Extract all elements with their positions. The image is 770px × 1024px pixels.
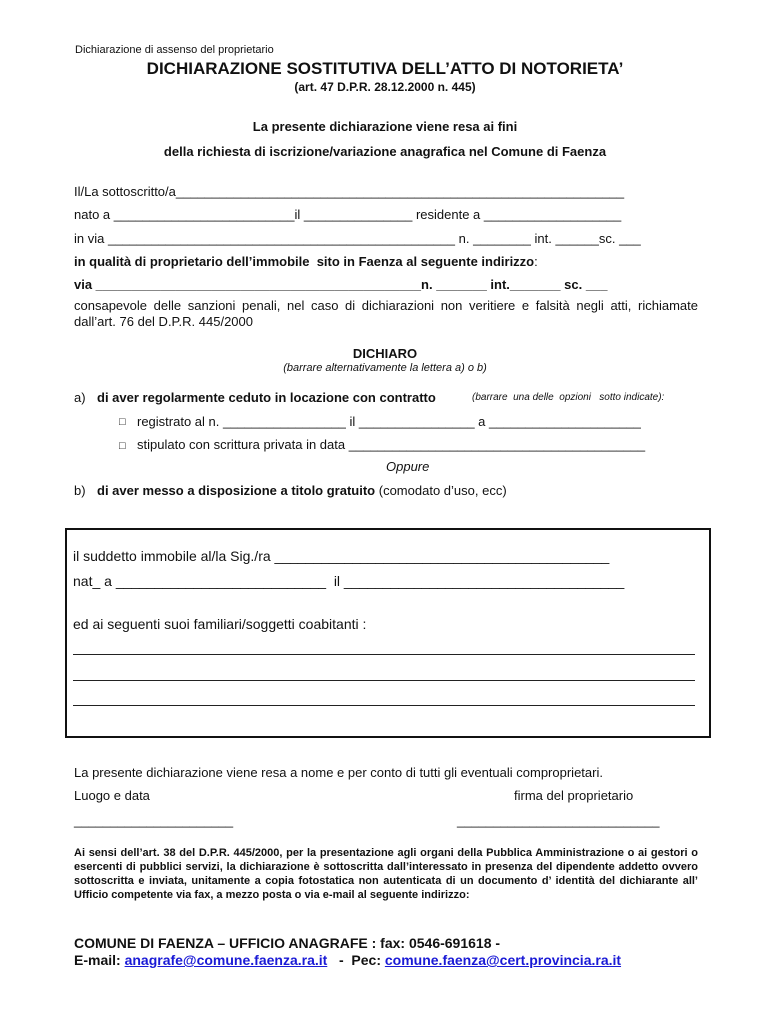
field-assigned-person[interactable]: il suddetto immobile al/la Sig./ra ___________________________________________ (73, 548, 610, 564)
document-title: DICHIARAZIONE SOSTITUTIVA DELL’ATTO DI NOTORIETA’ (146, 59, 624, 78)
signature-field[interactable]: ____________________________ (457, 813, 660, 828)
cohabitants-line[interactable] (73, 654, 695, 655)
pec-link[interactable]: comune.faenza@cert.provincia.ra.it (384, 952, 622, 968)
field-via[interactable]: in via ________________________________________________ n. ________ int. ______sc. ___ (74, 231, 641, 246)
declaration-heading: DICHIARO (352, 346, 418, 361)
office-contact: COMUNE DI FAENZA – UFFICIO ANAGRAFE : fax: 0546-691618 - (74, 935, 501, 951)
checkbox-icon[interactable]: □ (119, 416, 126, 428)
option-a-text: di aver regolarmente ceduto in locazione con contratto (97, 390, 436, 405)
owner-qualification-text: in qualità di proprietario dell’immobile sito in Faenza al seguente indirizzo (74, 254, 535, 269)
option-b (97, 483, 507, 498)
signature-label: firma del proprietario (514, 788, 634, 803)
option-b-note: (comodato d’uso, ecc) (378, 483, 507, 498)
option-a-note: (barrare una delle opzioni sotto indicate): (472, 392, 665, 403)
purpose-line-1: La presente dichiarazione viene resa ai fini (252, 119, 518, 134)
oppure-label: Oppure (386, 459, 430, 474)
owner-qualification (74, 254, 538, 269)
checkbox-icon[interactable]: □ (119, 440, 126, 452)
option-a-private[interactable]: stipulato con scrittura privata in data _________________________________________ (137, 437, 646, 452)
field-sottoscritto[interactable]: Il/La sottoscritto/a______________________________________________________________ (74, 184, 625, 199)
option-a-letter[interactable]: a) (74, 390, 86, 405)
pec-label: - Pec: (338, 952, 381, 968)
place-date-field[interactable]: ______________________ (74, 813, 234, 828)
email-line (74, 952, 621, 968)
legal-reference: (art. 47 D.P.R. 28.12.2000 n. 445) (294, 80, 476, 94)
awareness-statement: consapevole delle sanzioni penali, nel caso di dichiarazioni non veritiere e falsità negli atti, richiamate dall’art. 76 del D.P.R. 445/2000 (74, 298, 698, 329)
document-category: Dichiarazione di assenso del proprietario (75, 44, 274, 56)
cohabitants-line[interactable] (73, 705, 695, 706)
legal-notice: Ai sensi dell’art. 38 del D.P.R. 445/2000, per la presentazione agli organi della Pubblica Amministrazione o ai gestori o esercenti di pubblici servizi, la dichiarazione è sottoscritta dall’interessato in presenza del dipendente addetto ovvero sottoscritta e inviata, unitamente a copia fotostatica non autenticata di un documento d’ identità del dichiarante all’ Ufficio competente via fax, a mezzo posta o via e-mail al seguente indirizzo: (74, 847, 698, 901)
cohabitants-line[interactable] (73, 680, 695, 681)
option-b-letter[interactable]: b) (74, 483, 86, 498)
field-nato[interactable]: nato a _________________________il _______________ residente a ___________________ (74, 207, 622, 222)
field-property-address[interactable]: via _____________________________________________n. _______ int._______ sc. ___ (74, 277, 608, 292)
declaration-note: (barrare alternativamente la lettera a) o b) (283, 362, 487, 374)
cohabitants-label: ed ai seguenti suoi familiari/soggetti coabitanti : (73, 616, 367, 632)
owner-qualification-colon: : (534, 254, 538, 269)
email-link[interactable]: anagrafe@comune.faenza.ra.it (124, 952, 328, 968)
option-a-registered[interactable]: registrato al n. _________________ il ________________ a _____________________ (137, 414, 641, 429)
field-assigned-birth[interactable]: nat_ a ___________________________ il ____________________________________ (73, 573, 625, 589)
purpose-line-2: della richiesta di iscrizione/variazione anagrafica nel Comune di Faenza (163, 144, 607, 159)
place-date-label: Luogo e data (74, 788, 150, 803)
co-owners-statement: La presente dichiarazione viene resa a nome e per conto di tutti gli eventuali comproprietari. (74, 765, 603, 780)
email-label: E-mail: (74, 952, 121, 968)
option-b-text: di aver messo a disposizione a titolo gratuito (97, 483, 376, 498)
